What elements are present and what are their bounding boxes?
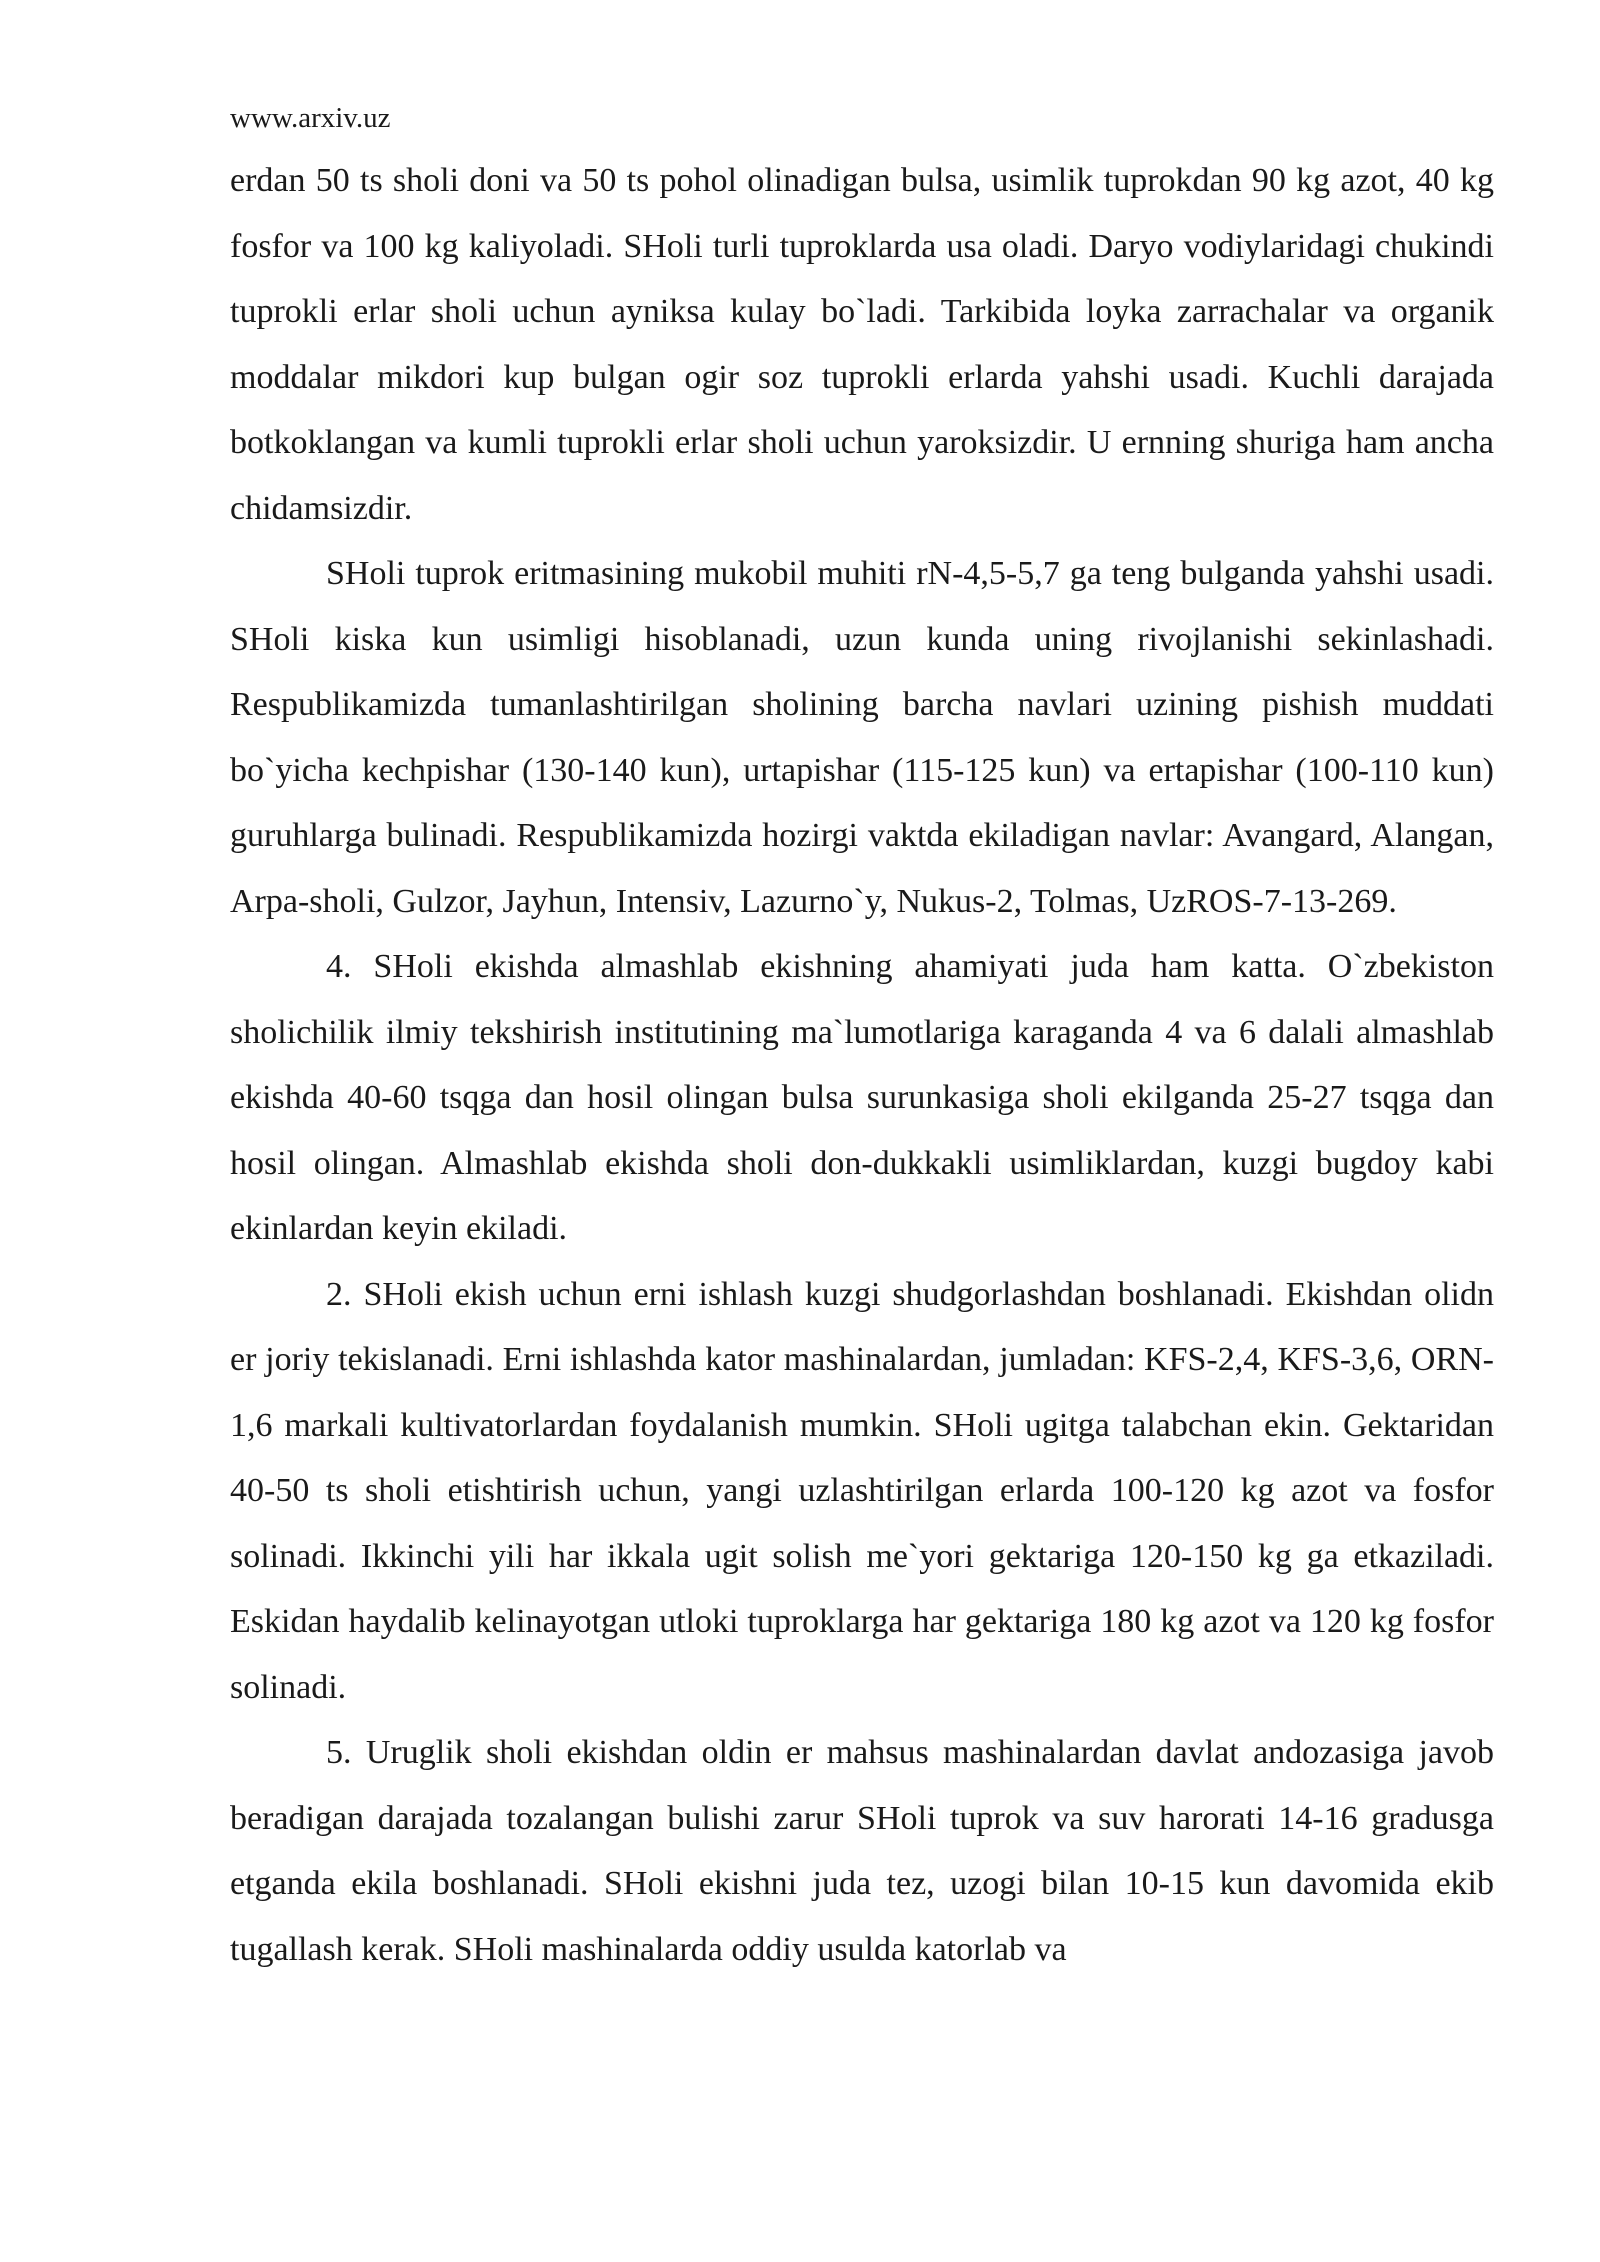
paragraph: 2. SHoli ekish uchun erni ishlash kuzgi shudgorlashdan boshlanadi. Ekishdan olidn er joriy tekislanadi. Erni ishlashda kator mashinalardan, jumladan: KFS-2,4, KFS-3,6, ORN-1,6 markali kultivatorlardan foydalanish mumkin. SHoli ugitga talabchan ekin. Gektaridan 40-50 ts sholi etishtirish uchun, yangi uzlashtirilgan erlarda 100-120 kg azot va fosfor solinadi. Ikkinchi yili har ikkala ugit solish me`yori gektariga 120-150 kg ga etkaziladi. Eskidan haydalib kelinayotgan utloki tuproklarga har gektariga 180 kg azot va 120 kg fosfor solinadi. [230, 1275, 1494, 1706]
document-body [230, 148, 1494, 1982]
paragraph: SHoli tuprok eritmasining mukobil muhiti rN-4,5-5,7 ga teng bulganda yahshi usadi. SHoli kiska kun usimligi hisoblanadi, uzun kunda uning rivojlanishi sekinlashadi. Respublikamizda tumanlashtirilgan sholining barcha navlari uzining pishish muddati bo`yicha kechpishar (130-140 kun), urtapishar (115-125 kun) va ertapishar (100-110 kun) guruhlarga bulinadi. Respublikamizda hozirgi vaktda ekiladigan navlar: Avangard, Alangan, Arpa-sholi, Gulzor, Jayhun, Intensiv, Lazurno`y, Nukus-2, Tolmas, UzROS-7-13-269. [230, 555, 1494, 920]
paragraph: erdan 50 ts sholi doni va 50 ts pohol olinadigan bulsa, usimlik tuprokdan 90 kg azot, 40 kg fosfor va 100 kg kaliyoladi. SHoli turli tuproklarda usa oladi. Daryo vodiylaridagi chukindi tuprokli erlar sholi uchun ayniksa kulay bo`ladi. Tarkibida loyka zarrachalar va organik moddalar mikdori kup bulgan ogir soz tuprokli erlarda yahshi usadi. Kuchli darajada botkoklangan va kumli tuprokli erlar sholi uchun yaroksizdir. U ernning shuriga ham ancha chidamsizdir. [230, 162, 1494, 527]
page-header-site: www.arxiv.uz [230, 102, 391, 134]
paragraph: 4. SHoli ekishda almashlab ekishning ahamiyati juda ham katta. O`zbekiston sholichilik ilmiy tekshirish institutining ma`lumotlariga karaganda 4 va 6 dalali almashlab ekishda 40-60 tsqga dan hosil olingan bulsa surunkasiga sholi ekilganda 25-27 tsqga dan hosil olingan. Almashlab ekishda sholi don-dukkakli usimliklardan, kuzgi bugdoy kabi ekinlardan keyin ekiladi. [230, 948, 1494, 1247]
paragraph: 5. Uruglik sholi ekishdan oldin er mahsus mashinalardan davlat andozasiga javob beradigan darajada tozalangan bulishi zarur SHoli tuprok va suv harorati 14-16 gradusga etganda ekila boshlanadi. SHoli ekishni juda tez, uzogi bilan 10-15 kun davomida ekib tugallash kerak. SHoli mashinalarda oddiy usulda katorlab va [230, 1734, 1494, 1968]
